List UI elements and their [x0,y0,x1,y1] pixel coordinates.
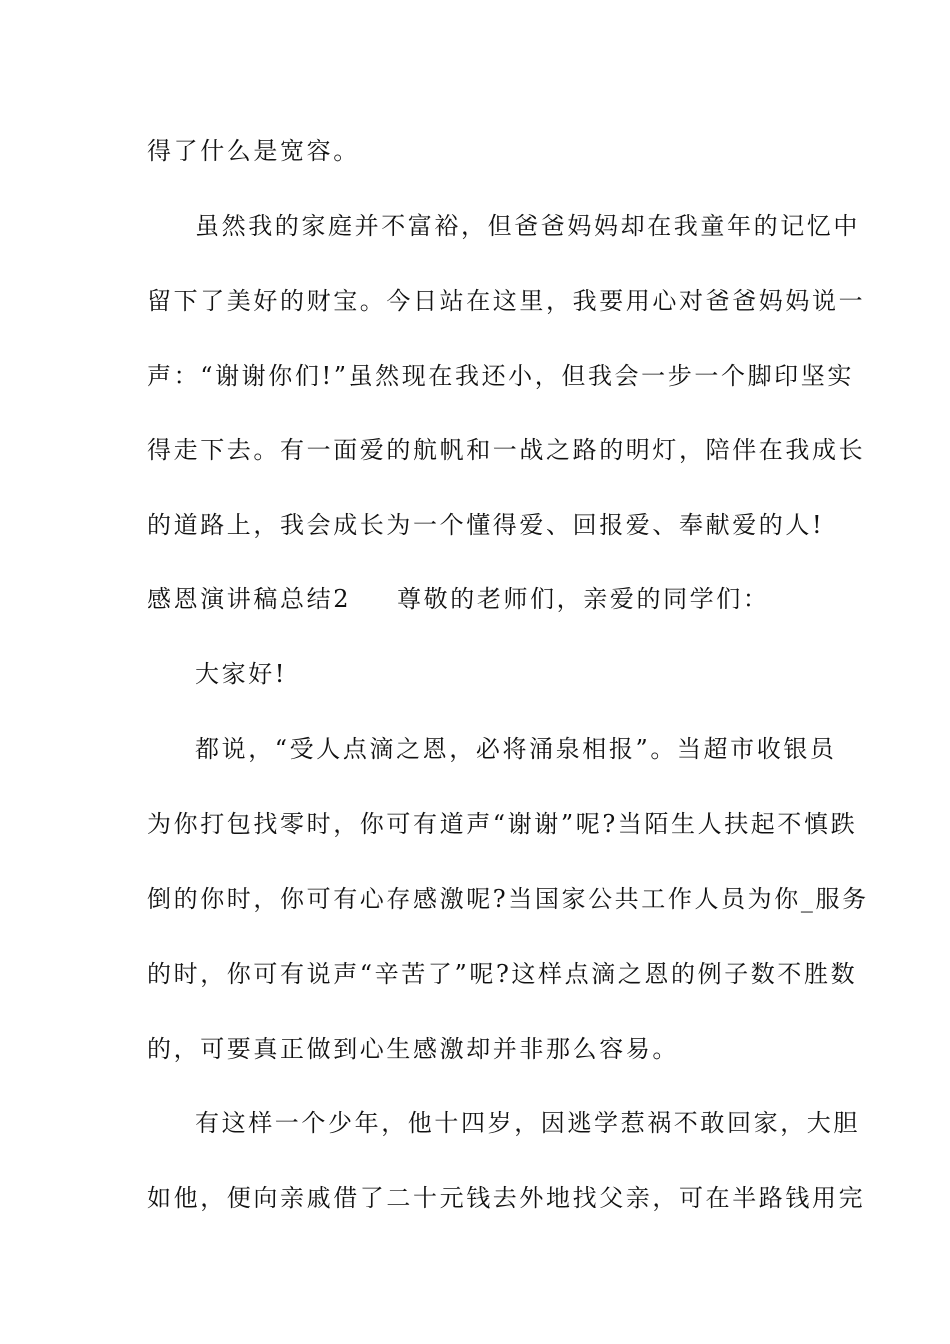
text-line: 虽然我的家庭并不富裕，但爸爸妈妈却在我童年的记忆中 [195,212,860,240]
text-line: 如他，便向亲戚借了二十元钱去外地找父亲，可在半路钱用完 [147,1184,866,1212]
text-line: 得走下去。有一面爱的航帆和一战之路的明灯，陪伴在我成长 [147,436,866,464]
greeting: 大家好! [195,660,288,688]
text-line: 倒的你时，你可有心存感激呢?当国家公共工作人员为你_服务 [147,885,869,913]
text-line: 为你打包找零时，你可有道声“谢谢”呢?当陌生人扶起不慎跌 [147,810,858,838]
text-line: 的时，你可有说声“辛苦了”呢?这样点滴之恩的例子数不胜数 [147,960,858,988]
text-line: 都说，“受人点滴之恩，必将涌泉相报”。当超市收银员 [195,735,837,763]
text-line: 的道路上，我会成长为一个懂得爱、回报爱、奉献爱的人! [147,511,825,539]
text-line: 得了什么是宽容。 [147,137,360,165]
text-line: 留下了美好的财宝。今日站在这里，我要用心对爸爸妈妈说一 [147,287,866,315]
text-line: 声：“谢谢你们!”虽然现在我还小，但我会一步一个脚印坚实 [147,362,854,390]
salutation: 尊敬的老师们，亲爱的同学们： [397,585,770,613]
text-line: 的，可要真正做到心生感激却并非那么容易。 [147,1035,679,1063]
text-line: 有这样一个少年，他十四岁，因逃学惹祸不敢回家，大胆 [195,1109,860,1137]
section-heading-line [147,583,827,615]
section-title: 感恩演讲稿总结2 [147,585,352,613]
